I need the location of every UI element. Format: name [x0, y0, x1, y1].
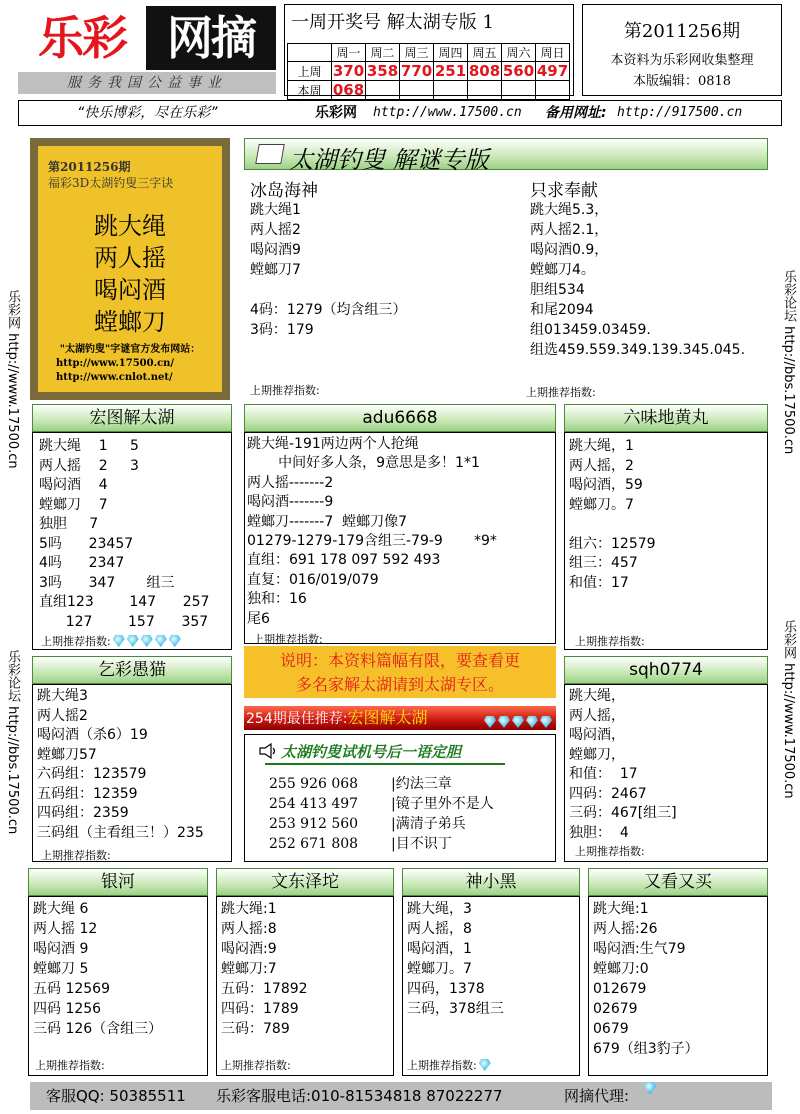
panel-youkan	[588, 896, 768, 1076]
panel-title: 文东泽坨	[216, 868, 394, 896]
panel-content: 跳大绳:1 两人摇:8 喝闷酒:9 螳螂刀:7 五码：17892 四码：1789 三码：789	[221, 901, 308, 1037]
draw-number	[468, 81, 502, 100]
panel-liuwei	[564, 432, 768, 650]
weekly-draw-box	[284, 4, 574, 99]
side-right-top: 乐彩论坛 http://bbs.17500.cn	[781, 270, 796, 455]
weekday: 周四	[434, 44, 468, 62]
diamond-icon	[484, 716, 496, 728]
rating-label: 上期推荐指数:	[35, 1059, 105, 1072]
draw-number: 358	[366, 62, 399, 80]
draw-number	[434, 81, 468, 100]
promo-word: 跳大绳	[94, 212, 166, 240]
trial-title: 太湖钓叟试机号后一语定胆	[281, 743, 462, 761]
rating-label: 上期推荐指数:	[250, 384, 320, 397]
draw-number	[502, 81, 536, 100]
backup-label: 备用网址:	[545, 105, 607, 121]
rating-label: 上期推荐指数:	[41, 849, 111, 862]
logo-wz: 网摘	[146, 6, 276, 70]
panel-title: 六味地黄丸	[564, 404, 768, 432]
site-label: 乐彩网	[315, 105, 357, 121]
trial-underline	[265, 763, 505, 765]
issue-box	[582, 4, 782, 96]
diamond-icon	[644, 1082, 656, 1094]
rating-label: 上期推荐指数:	[221, 1059, 291, 1072]
panel-shen	[402, 896, 580, 1076]
side-left-bottom: 乐彩论坛 http://bbs.17500.cn	[5, 650, 20, 835]
trial-row: 252 671 808 |目不识丁	[269, 836, 452, 852]
panel-title: 乞彩愚猫	[32, 656, 232, 684]
diamond-icon	[169, 635, 181, 647]
side-right-bottom: 乐彩网 http://www.17500.cn	[781, 620, 796, 799]
rating-label: 上期推荐指数:	[41, 633, 181, 649]
panel-wendong	[216, 896, 394, 1076]
site-url-link[interactable]: http://www.17500.cn	[373, 105, 522, 120]
diamond-icon	[479, 1059, 491, 1071]
promo-word: 两人摇	[94, 244, 166, 272]
best-rating	[482, 710, 552, 734]
weekday: 周三	[400, 44, 434, 62]
draw-number	[366, 81, 400, 100]
notice-line: 多名家解太湖请到太湖专区。	[295, 675, 504, 694]
panel-title: adu6668	[244, 404, 556, 432]
diamond-icon	[155, 635, 167, 647]
panel-title: 宏图解太湖	[32, 404, 232, 432]
panel-content: 跳大绳 6 两人摇 12 喝闷酒 9 螳螂刀 5 五码 12569 四码 1256 三码 126（含组三）	[33, 901, 163, 1037]
backup-url-link[interactable]: http://917500.cn	[617, 105, 743, 120]
promo-url-link[interactable]: http://www.17500.cn/	[56, 358, 175, 369]
promo-site-note: "太湖钓叟"字谜官方发布网站：	[59, 344, 201, 355]
panel-yinhe	[28, 896, 208, 1076]
weekday: 周二	[366, 44, 400, 62]
best-recommend-bar	[244, 706, 556, 730]
weekday: 周日	[536, 44, 570, 62]
side-left-top: 乐彩网 http://www.17500.cn	[5, 290, 20, 469]
diamond-icon	[141, 635, 153, 647]
draw-number: 497	[536, 62, 569, 80]
best-name: 宏图解太湖	[347, 708, 428, 727]
diamond-icon	[540, 716, 552, 728]
panel-content: 跳大绳3 两人摇2 喝闷酒（杀6）19 螳螂刀57 六码组：123579 五码组：12359 四码组：2359 三码组（主看组三！）235	[37, 688, 204, 841]
promo-frame	[30, 138, 230, 400]
draw-number: 251	[434, 62, 467, 80]
diamond-icon	[127, 635, 139, 647]
agent-label: 网摘代理:	[564, 1087, 630, 1105]
collect-note: 本资料为乐彩网收集整理	[610, 53, 754, 68]
weekday: 周六	[502, 44, 536, 62]
taihu-title: 太湖钓叟 解谜专版	[289, 146, 489, 174]
rating-label: 上期推荐指数:	[575, 845, 645, 858]
panel-content: 跳大绳，1 两人摇，2 喝闷酒，59 螳螂刀。7 组六：12579 组三：457 和值：17	[569, 438, 656, 591]
last-week-label: 上周	[288, 62, 332, 81]
weekday: 周五	[468, 44, 502, 62]
panel-content: 跳大绳-191两边两个人抢绳 中间好多人条，9意思是多！1*1 两人摇-------2 喝闷酒-------9 螳螂刀-------7 螳螂刀像7 01279-1279-179含组三-79-9 *9* 直组：691 178 097 592 493 直复：016/019/079 独和：16 尾6	[247, 436, 497, 627]
scroll-icon	[255, 144, 285, 164]
trial-row: 254 413 497 |镜子里外不是人	[269, 796, 494, 812]
panel-content: 跳大绳，3 两人摇，8 喝闷酒，1 螳螂刀。7 四码，1378 三码，378组三	[407, 901, 504, 1017]
draw-number: 560	[502, 62, 535, 80]
taihu-header	[244, 138, 768, 174]
rating-label: 上期推荐指数:	[575, 635, 645, 648]
author-content: 跳大绳5.3， 两人摇2.1， 喝闷酒0.9， 螳螂刀4。 胆组534 和尾2094 组013459.03459. 组选459.559.349.139.345.045.	[530, 202, 746, 358]
panel-title: 神小黑	[402, 868, 580, 896]
panel-title: 银河	[28, 868, 208, 896]
author-content: 跳大绳1 两人摇2 喝闷酒9 螳螂刀7 4码：1279（均含组三） 3码：179	[250, 202, 407, 338]
draw-title: 一周开奖号 解太湖专版 1	[291, 12, 494, 33]
panel-qicai	[32, 684, 232, 862]
panel-content: 跳大绳， 两人摇， 喝闷酒， 螳螂刀， 和值： 17 四码：2467 三码：467[组三] 独胆： 4	[569, 688, 677, 841]
promo-issue: 第2011256期	[48, 160, 131, 174]
draw-number: 808	[468, 62, 501, 80]
trial-row: 253 912 560 |满清子弟兵	[269, 816, 466, 832]
notice-box	[244, 646, 556, 698]
promo-word: 喝闷酒	[94, 276, 166, 304]
panel-hongtu	[32, 432, 232, 650]
promo-subtitle: 福彩3D太湖钓叟三字诀	[48, 176, 174, 190]
draw-number: 370	[332, 62, 365, 80]
slogan: 服务我国公益事业	[18, 72, 276, 94]
rating-label: 上期推荐指数:	[407, 1057, 491, 1073]
author-name: 冰岛海神	[250, 181, 318, 201]
trial-box	[244, 734, 556, 862]
issue-number: 第2011256期	[623, 21, 741, 42]
panel-title: sqh0774	[564, 656, 768, 684]
logo	[18, 6, 276, 70]
motto: “快乐博彩，尽在乐彩”	[77, 105, 218, 121]
draw-number: 770	[400, 62, 433, 80]
draw-number: 068	[332, 81, 365, 99]
diamond-icon	[512, 716, 524, 728]
diamond-icon	[498, 716, 510, 728]
draw-number	[400, 81, 434, 100]
panel-content: 跳大绳:1 两人摇:26 喝闷酒:生气79 螳螂刀:0 012679 02679 0679 679（组3豹子）	[593, 901, 699, 1057]
author-name: 只求奉献	[530, 181, 598, 201]
panel-adu	[244, 432, 556, 644]
bottom-bar	[30, 1082, 772, 1110]
this-week-label: 本周	[288, 81, 332, 100]
draw-number	[536, 81, 570, 100]
rating-label: 上期推荐指数:	[253, 633, 323, 646]
promo-card	[38, 146, 222, 392]
panel-title: 又看又买	[588, 868, 768, 896]
notice-line: 说明：本资料篇幅有限，要查看更	[279, 651, 520, 670]
draw-corner	[288, 44, 332, 62]
promo-url-link[interactable]: http://www.cnlot.net/	[56, 372, 173, 383]
speaker-icon	[259, 743, 277, 759]
panel-sqh	[564, 684, 768, 862]
promo-word: 螳螂刀	[94, 308, 166, 336]
trial-row: 255 926 068 |约法三章	[269, 776, 452, 792]
diamond-icon	[526, 716, 538, 728]
editor-note: 本版编辑：0818	[632, 74, 732, 89]
diamond-icon	[113, 635, 125, 647]
service-phone: 乐彩客服电话:010-81534818 87022277	[216, 1087, 503, 1105]
best-label: 254期最佳推荐:	[246, 711, 348, 727]
service-qq: 客服QQ: 50385511	[46, 1087, 186, 1105]
weekday: 周一	[332, 44, 366, 62]
draw-table	[287, 43, 570, 100]
url-bar	[18, 100, 782, 126]
panel-content: 跳大绳 1 5 两人摇 2 3 喝闷酒 4 螳螂刀 7 独胆 7 5吗 23457 4吗 2347 3吗 347 组三 直组123 147 257 127 157 357	[39, 438, 210, 630]
rating-label: 上期推荐指数:	[526, 386, 596, 399]
logo-le: 乐彩	[18, 6, 146, 70]
